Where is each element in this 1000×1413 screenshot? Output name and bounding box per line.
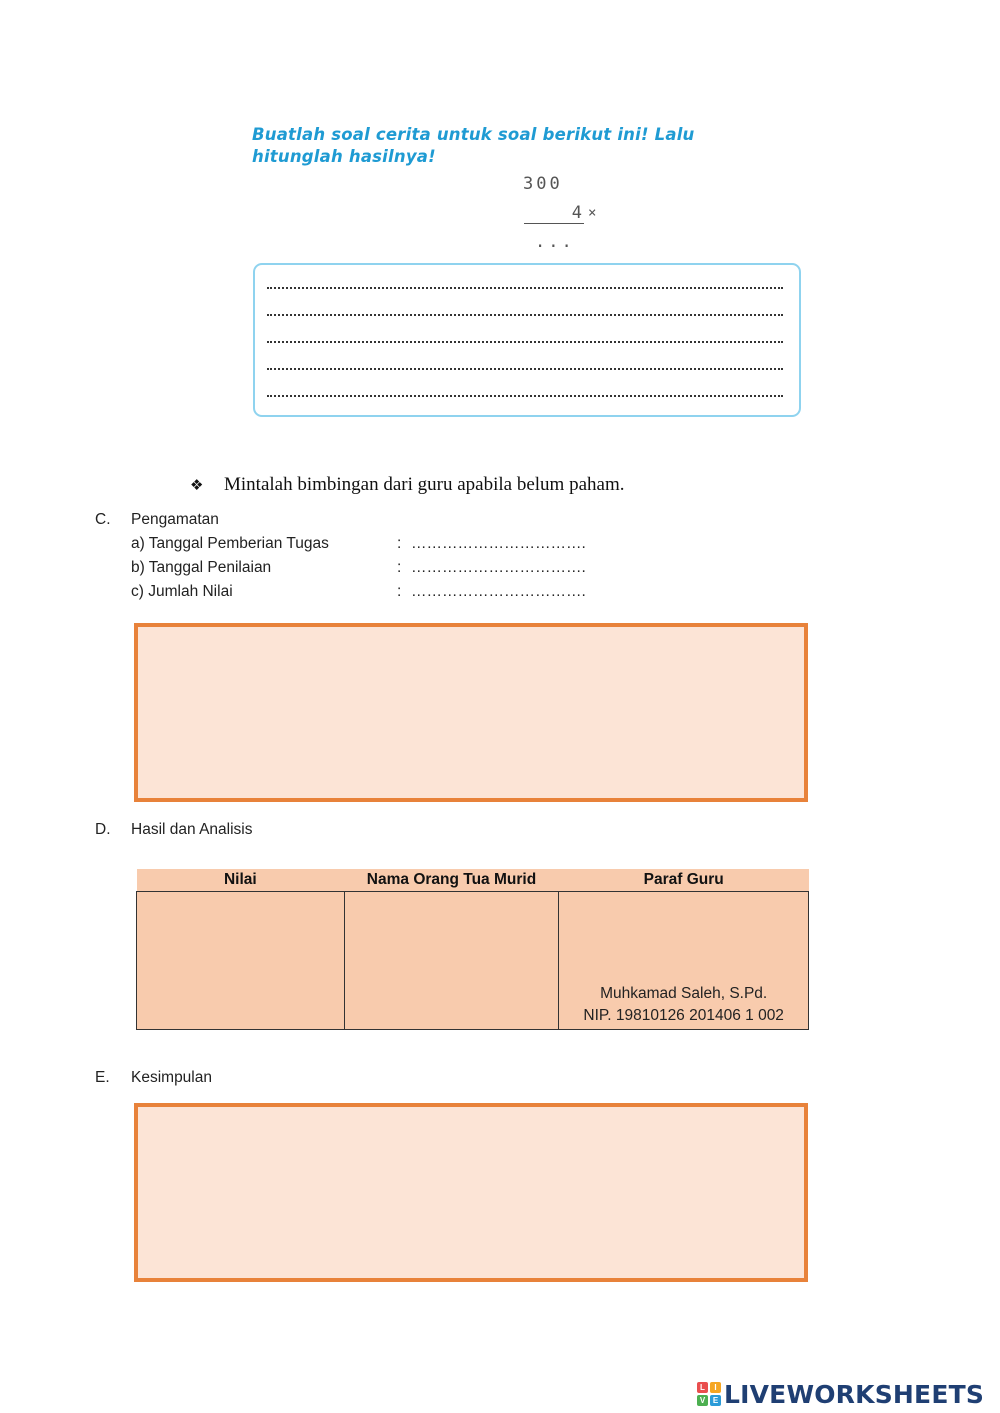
observation-row-date-graded: b) Tanggal Penilaian : …………………………….: [131, 559, 586, 576]
observation-value[interactable]: …………………………….: [411, 535, 586, 552]
task-instruction: [252, 124, 792, 168]
section-e-title: Kesimpulan: [131, 1069, 212, 1086]
instruction-line-2: hitunglah hasilnya!: [252, 147, 436, 166]
section-c-letter: C.: [95, 511, 111, 528]
header-teacher-initial: Paraf Guru: [559, 869, 809, 892]
section-d-title: Hasil dan Analisis: [131, 821, 253, 838]
teacher-nip: NIP. 19810126 201406 1 002: [583, 1007, 784, 1024]
observation-value[interactable]: …………………………….: [411, 559, 586, 576]
results-table: [136, 869, 809, 1030]
observation-row-total-score: c) Jumlah Nilai : …………………………….: [131, 583, 586, 600]
conclusion-answer-box[interactable]: [134, 1103, 808, 1282]
parent-name-cell[interactable]: [344, 892, 559, 1030]
logo-mark-icon: L I V E: [697, 1382, 721, 1406]
instruction-line-1: Buatlah soal cerita untuk soal berikut ini! Lalu: [252, 125, 695, 144]
calc-result: ...: [535, 232, 575, 252]
score-cell[interactable]: [137, 892, 345, 1030]
calc-operand-1: 300: [523, 174, 563, 194]
calc-operator: ×: [588, 205, 597, 221]
header-parent-name: Nama Orang Tua Murid: [344, 869, 559, 892]
header-nilai: Nilai: [137, 869, 345, 892]
observation-label: b) Tanggal Penilaian: [131, 559, 272, 576]
section-e-letter: E.: [95, 1069, 110, 1086]
observation-label: c) Jumlah Nilai: [131, 583, 233, 600]
answer-line[interactable]: [267, 314, 783, 316]
teacher-name: Muhkamad Saleh, S.Pd.: [600, 985, 768, 1002]
logo-text: LIVEWORKSHEETS: [724, 1379, 985, 1409]
teacher-signature-cell: [559, 892, 809, 1030]
observation-label: a) Tanggal Pemberian Tugas: [131, 535, 329, 552]
liveworksheets-logo: [697, 1378, 984, 1410]
observation-answer-box[interactable]: [134, 623, 808, 802]
answer-box[interactable]: [253, 263, 801, 417]
guidance-text: Mintalah bimbingan dari guru apabila belum paham.: [224, 474, 625, 495]
answer-line[interactable]: [267, 287, 783, 289]
observation-value[interactable]: …………………………….: [411, 583, 586, 600]
observation-row-date-given: a) Tanggal Pemberian Tugas : …………………………….: [131, 535, 586, 552]
guidance-note: [190, 474, 624, 496]
calc-operand-2: 4: [524, 203, 584, 224]
section-d-letter: D.: [95, 821, 111, 838]
answer-line[interactable]: [267, 395, 783, 397]
section-c-title: Pengamatan: [131, 511, 219, 528]
answer-line[interactable]: [267, 368, 783, 370]
answer-line[interactable]: [267, 341, 783, 343]
diamond-bullet-icon: ❖: [190, 476, 204, 494]
